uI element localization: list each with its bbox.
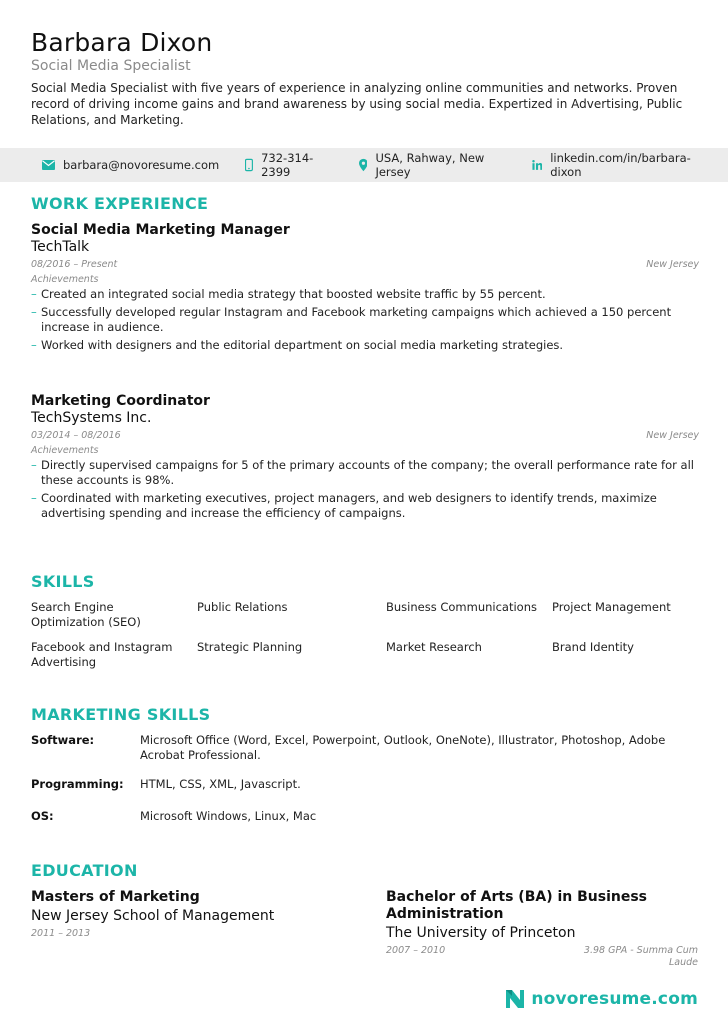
education-entry [386, 889, 698, 969]
contact-email[interactable] [42, 158, 219, 172]
marketing-skill-label: OS: [31, 809, 54, 823]
achievements-label: Achievements [31, 274, 99, 285]
job-meta [31, 430, 699, 441]
linkedin-text: linkedin.com/in/barbara-dixon [550, 151, 691, 179]
achievement-text: Directly supervised campaigns for 5 of the primary accounts of the company; the overall performance rate for all these accounts is 98%. [41, 458, 694, 487]
achievements-label: Achievements [31, 445, 99, 456]
marketing-skill-row [31, 733, 699, 763]
job-location: New Jersey [646, 430, 699, 441]
contact-location [359, 151, 506, 179]
edu-meta [386, 945, 698, 969]
achievement-item [31, 491, 699, 521]
candidate-title: Social Media Specialist [31, 58, 191, 74]
resume-header [31, 28, 701, 128]
edu-dates: 2011 – 2013 [31, 928, 91, 939]
contact-phone[interactable] [245, 151, 332, 179]
skill-item: Strategic Planning [197, 640, 303, 654]
novoresume-logo-icon [504, 988, 526, 1010]
job-title: Marketing Coordinator [31, 393, 210, 409]
marketing-skill-value: HTML, CSS, XML, Javascript. [140, 777, 301, 791]
dash-bullet-icon: – [31, 305, 37, 319]
achievement-text: Successfully developed regular Instagram and Facebook marketing campaigns which achieved a 150 percent increase in audience. [41, 305, 672, 334]
phone-text: 732-314-2399 [261, 151, 314, 179]
dash-bullet-icon: – [31, 338, 37, 352]
dash-bullet-icon: – [31, 491, 37, 505]
section-title-work: WORK EXPERIENCE [31, 194, 209, 213]
achievement-item [31, 458, 699, 488]
job-dates: 03/2014 – 08/2016 [31, 430, 121, 441]
dash-bullet-icon: – [31, 458, 37, 472]
email-text: barbara@novoresume.com [63, 158, 220, 172]
edu-meta [31, 928, 343, 939]
marketing-skill-row [31, 777, 699, 792]
edu-gpa: 3.98 GPA - Summa Cum Laude [583, 945, 698, 968]
achievements-list [31, 287, 699, 353]
edu-dates: 2007 – 2010 [386, 945, 446, 956]
location-text: USA, Rahway, New Jersey [375, 151, 485, 179]
brand-logo[interactable] [504, 988, 698, 1010]
linkedin-icon [532, 159, 543, 171]
achievements-list [31, 458, 699, 521]
education-entry [31, 889, 343, 939]
edu-school: New Jersey School of Management [31, 908, 275, 924]
job-company: TechSystems Inc. [31, 410, 152, 426]
phone-icon [245, 158, 253, 172]
marketing-skill-row [31, 809, 699, 824]
job-dates: 08/2016 – Present [31, 259, 118, 270]
marketing-skill-label: Software: [31, 733, 95, 747]
job-entry [31, 393, 699, 524]
job-meta [31, 259, 699, 270]
logo-text: novoresume.com [531, 989, 698, 1009]
section-title-skills: SKILLS [31, 572, 95, 591]
achievement-text: Worked with designers and the editorial department on social media marketing strategies. [41, 338, 564, 352]
contact-linkedin[interactable] [532, 151, 702, 179]
achievement-item [31, 287, 699, 302]
edu-school: The University of Princeton [386, 925, 576, 941]
achievement-text: Coordinated with marketing executives, project managers, and web designers to identify trends, maximize advertising spending and increase the efficiency of campaigns. [41, 491, 657, 520]
job-entry [31, 222, 699, 356]
marketing-skill-value: Microsoft Office (Word, Excel, Powerpoint, Outlook, OneNote), Illustrator, Photoshop, Adobe Acrobat Professional. [140, 733, 666, 762]
edu-degree: Masters of Marketing [31, 889, 200, 905]
candidate-name: Barbara Dixon [31, 28, 213, 57]
edu-degree: Bachelor of Arts (BA) in Business Administration [386, 889, 648, 922]
summary-text: Social Media Specialist with five years of experience in analyzing online communities and networks. Proven record of driving income gains and brand awareness by using social media. Expertized in Advertising, Public Relations, and Marketing. [31, 81, 683, 127]
achievement-item [31, 338, 699, 353]
skill-item: Facebook and Instagram Advertising [31, 640, 173, 669]
skill-item: Project Management [552, 600, 671, 614]
location-icon [359, 158, 368, 172]
contact-bar [0, 148, 728, 182]
skill-item: Brand Identity [552, 640, 634, 654]
job-company: TechTalk [31, 239, 90, 255]
marketing-skill-value: Microsoft Windows, Linux, Mac [140, 809, 317, 823]
skill-item: Search Engine Optimization (SEO) [31, 600, 141, 629]
email-icon [42, 160, 55, 170]
skill-item: Market Research [386, 640, 482, 654]
skill-item: Business Communications [386, 600, 537, 614]
job-location: New Jersey [646, 259, 699, 270]
marketing-skill-label: Programming: [31, 777, 124, 791]
achievement-item [31, 305, 699, 335]
dash-bullet-icon: – [31, 287, 37, 301]
section-title-marketing-skills: MARKETING SKILLS [31, 705, 211, 724]
achievement-text: Created an integrated social media strategy that boosted website traffic by 55 percent. [41, 287, 546, 301]
section-title-education: EDUCATION [31, 861, 138, 880]
skill-item: Public Relations [197, 600, 288, 614]
job-title: Social Media Marketing Manager [31, 222, 290, 238]
